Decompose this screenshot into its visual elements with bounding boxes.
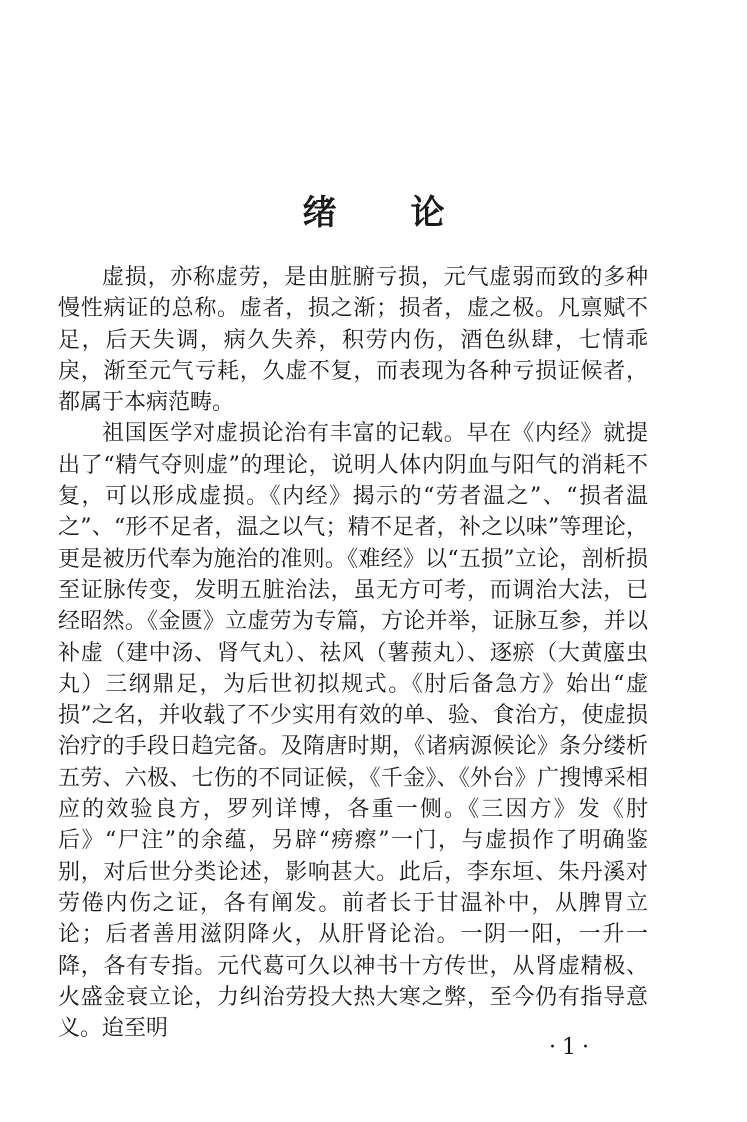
body-text bbox=[58, 262, 648, 1044]
page-number: ·1· bbox=[549, 1035, 595, 1060]
paragraph-2: 祖国医学对虚损论治有丰富的记载。早在《内经》就提出了“精气夺则虚”的理论，说明人体内阴血与阳气的消耗不复，可以形成虚损。《内经》揭示的“劳者温之”、“损者温之”、“形不足者，温之以气；精不足者，补之以味”等理论，更是被历代奉为施治的准则。《难经》以“五损”立论，剖析损至证脉传变，发明五脏治法，虽无方可考，而调治大法，已经昭然。《金匮》立虚劳为专篇，方论并举，证脉互参，并以补虚（建中汤、肾气丸）、祛风（薯蓣丸）、逐瘀（大黄䗪虫丸）三纲鼎足，为后世初拟规式。《肘后备急方》始出“虚损”之名，并收载了不少实用有效的单、验、食治方，使虚损治疗的手段日趋完备。及隋唐时期，《诸病源候论》条分缕析五劳、六极、七伤的不同证候，《千金》、《外台》广搜博采相应的效验良方，罗列详博，各重一侧。《三因方》发《肘后》“尸注”的余蕴，另辟“痨瘵”一门，与虚损作了明确鉴别，对后世分类论述，影响甚大。此后，李东垣、朱丹溪对劳倦内伤之证，各有阐发。前者长于甘温补中，从脾胃立论；后者善用滋阴降火，从肝肾论治。一阴一阳，一升一降，各有专指。元代葛可久以神书十方传世，从肾虚精极、火盛金衰立论，力纠治劳投大热大寒之弊，至今仍有指导意义。迨至明 bbox=[58, 421, 648, 1042]
paragraph-1: 虚损，亦称虚劳，是由脏腑亏损，元气虚弱而致的多种慢性病证的总称。虚者，损之渐；损者，虚之极。凡禀赋不足，后天失调，病久失养，积劳内伤，酒色纵肆，七情乖戾，渐至元气亏耗，久虚不复，而表现为各种亏损证候者，都属于本病范畴。 bbox=[58, 265, 648, 416]
chapter-title: 绪论 bbox=[302, 193, 519, 233]
